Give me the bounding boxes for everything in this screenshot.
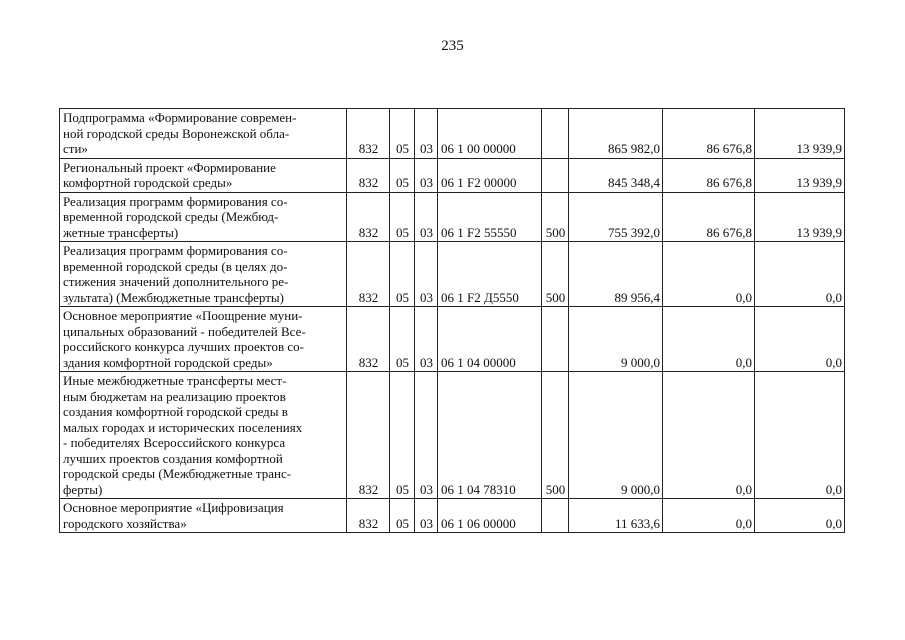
item-name-cell bbox=[60, 158, 347, 192]
item-name-line: Реализация программ формирования со- bbox=[63, 243, 288, 258]
item-name-line: жетные трансферты) bbox=[63, 224, 179, 240]
amount-year2-cell: 0,0 bbox=[663, 307, 755, 372]
item-name-line: комфортной городской среды» bbox=[63, 175, 233, 190]
amount-year1-cell: 9 000,0 bbox=[569, 372, 663, 499]
grbs-cell: 832 bbox=[347, 307, 390, 372]
item-name-line: городского хозяйства» bbox=[63, 515, 187, 531]
subsection-cell: 03 bbox=[415, 499, 438, 533]
item-name-line: Основное мероприятие «Цифровизация bbox=[63, 500, 284, 515]
target-article-cell: 06 1 06 00000 bbox=[438, 499, 542, 533]
item-name-line: Подпрограмма «Формирование современ- bbox=[63, 110, 297, 125]
grbs-cell: 832 bbox=[347, 372, 390, 499]
table-row bbox=[60, 307, 845, 372]
expense-type-cell: 500 bbox=[542, 192, 569, 242]
amount-year1-cell: 9 000,0 bbox=[569, 307, 663, 372]
subsection-cell: 03 bbox=[415, 192, 438, 242]
amount-year1-cell: 11 633,6 bbox=[569, 499, 663, 533]
section-cell: 05 bbox=[390, 109, 415, 159]
amount-year2-cell: 86 676,8 bbox=[663, 109, 755, 159]
item-name-cell bbox=[60, 242, 347, 307]
amount-year2-cell: 0,0 bbox=[663, 499, 755, 533]
amount-year3-cell: 13 939,9 bbox=[755, 109, 845, 159]
item-name-line: российского конкурса лучших проектов со- bbox=[63, 339, 304, 354]
item-name-line: Региональный проект «Формирование bbox=[63, 159, 276, 175]
amount-year3-cell: 0,0 bbox=[755, 307, 845, 372]
budget-table bbox=[59, 108, 845, 533]
section-cell: 05 bbox=[390, 307, 415, 372]
expense-type-cell bbox=[542, 158, 569, 192]
subsection-cell: 03 bbox=[415, 109, 438, 159]
amount-year3-cell: 13 939,9 bbox=[755, 192, 845, 242]
section-cell: 05 bbox=[390, 499, 415, 533]
item-name-line: создания комфортной городской среды в bbox=[63, 404, 288, 419]
item-name-line: зультата) (Межбюджетные трансферты) bbox=[63, 289, 284, 305]
amount-year3-cell: 0,0 bbox=[755, 242, 845, 307]
expense-type-cell bbox=[542, 499, 569, 533]
table-body bbox=[60, 109, 845, 533]
item-name-line: ным бюджетам на реализацию проектов bbox=[63, 388, 286, 404]
subsection-cell: 03 bbox=[415, 158, 438, 192]
subsection-cell: 03 bbox=[415, 242, 438, 307]
item-name-line: Основное мероприятие «Поощрение муни- bbox=[63, 308, 303, 323]
amount-year1-cell: 845 348,4 bbox=[569, 158, 663, 192]
table-row bbox=[60, 499, 845, 533]
item-name-line: малых городах и исторических поселениях bbox=[63, 419, 303, 435]
target-article-cell: 06 1 F2 55550 bbox=[438, 192, 542, 242]
item-name-line: Иные межбюджетные трансферты мест- bbox=[63, 373, 287, 388]
table-row bbox=[60, 192, 845, 242]
amount-year2-cell: 86 676,8 bbox=[663, 158, 755, 192]
target-article-cell: 06 1 F2 Д5550 bbox=[438, 242, 542, 307]
grbs-cell: 832 bbox=[347, 242, 390, 307]
target-article-cell: 06 1 04 78310 bbox=[438, 372, 542, 499]
expense-type-cell: 500 bbox=[542, 242, 569, 307]
table-row bbox=[60, 242, 845, 307]
subsection-cell: 03 bbox=[415, 372, 438, 499]
section-cell: 05 bbox=[390, 372, 415, 499]
expense-type-cell bbox=[542, 109, 569, 159]
amount-year1-cell: 865 982,0 bbox=[569, 109, 663, 159]
page-number: 235 bbox=[441, 38, 464, 54]
amount-year1-cell: 89 956,4 bbox=[569, 242, 663, 307]
amount-year2-cell: 0,0 bbox=[663, 372, 755, 499]
grbs-cell: 832 bbox=[347, 109, 390, 159]
item-name-line: - победителях Всероссийского конкурса bbox=[63, 435, 286, 450]
grbs-cell: 832 bbox=[347, 192, 390, 242]
item-name-line: здания комфортной городской среды» bbox=[63, 354, 273, 370]
target-article-cell: 06 1 04 00000 bbox=[438, 307, 542, 372]
section-cell: 05 bbox=[390, 192, 415, 242]
item-name-line: Реализация программ формирования со- bbox=[63, 193, 288, 209]
item-name-cell bbox=[60, 109, 347, 159]
item-name-line: ной городской среды Воронежской обла- bbox=[63, 125, 290, 141]
amount-year2-cell: 0,0 bbox=[663, 242, 755, 307]
section-cell: 05 bbox=[390, 242, 415, 307]
item-name-line: стижения значений дополнительного ре- bbox=[63, 274, 289, 289]
table-row bbox=[60, 372, 845, 499]
item-name-cell bbox=[60, 372, 347, 499]
grbs-cell: 832 bbox=[347, 499, 390, 533]
section-cell: 05 bbox=[390, 158, 415, 192]
expense-type-cell: 500 bbox=[542, 372, 569, 499]
amount-year3-cell: 13 939,9 bbox=[755, 158, 845, 192]
item-name-line: лучших проектов создания комфортной bbox=[63, 450, 283, 466]
item-name-line: сти» bbox=[63, 141, 88, 156]
item-name-cell bbox=[60, 192, 347, 242]
amount-year3-cell: 0,0 bbox=[755, 499, 845, 533]
table-row bbox=[60, 109, 845, 159]
item-name-line: ципальных образований - победителей Все- bbox=[63, 323, 306, 339]
table-row bbox=[60, 158, 845, 192]
subsection-cell: 03 bbox=[415, 307, 438, 372]
expense-type-cell bbox=[542, 307, 569, 372]
grbs-cell: 832 bbox=[347, 158, 390, 192]
amount-year3-cell: 0,0 bbox=[755, 372, 845, 499]
item-name-line: городской среды (Межбюджетные транс- bbox=[63, 466, 292, 481]
item-name-line: временной городской среды (Межбюд- bbox=[63, 209, 279, 224]
item-name-line: ферты) bbox=[63, 481, 103, 497]
target-article-cell: 06 1 00 00000 bbox=[438, 109, 542, 159]
amount-year1-cell: 755 392,0 bbox=[569, 192, 663, 242]
item-name-cell bbox=[60, 307, 347, 372]
item-name-line: временной городской среды (в целях до- bbox=[63, 258, 288, 274]
amount-year2-cell: 86 676,8 bbox=[663, 192, 755, 242]
target-article-cell: 06 1 F2 00000 bbox=[438, 158, 542, 192]
item-name-cell bbox=[60, 499, 347, 533]
